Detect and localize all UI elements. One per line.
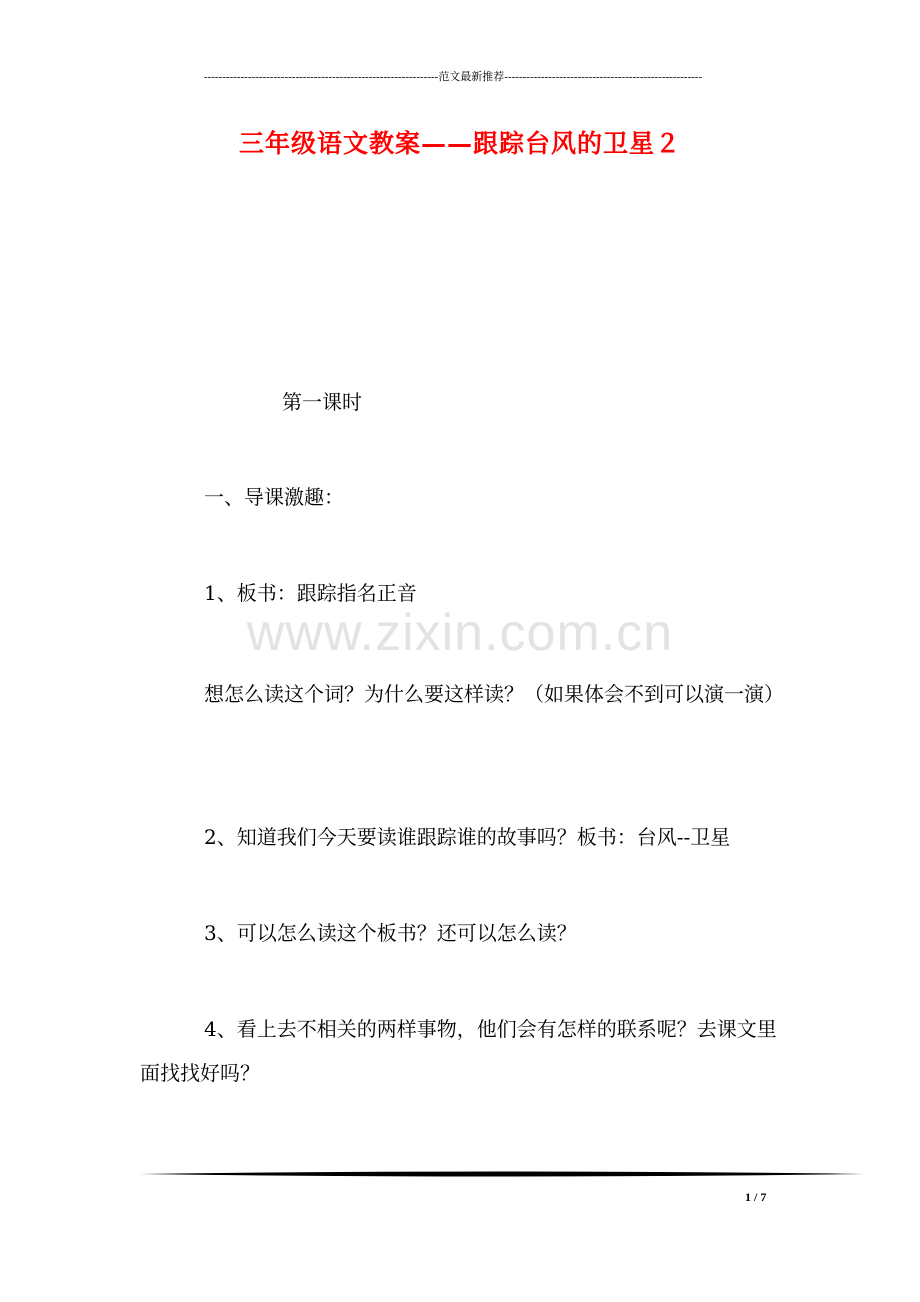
paragraph-4: 4、看上去不相关的两样事物，他们会有怎样的联系呢？去课文里面找找好吗？	[140, 1017, 777, 1085]
page-number: 1 / 7	[745, 1190, 767, 1204]
paragraph-intro: 一、导课激趣：	[204, 485, 344, 509]
paragraph-1: 1、板书：跟踪指名正音	[204, 581, 417, 605]
footer-rule	[140, 1169, 864, 1179]
document-title: 三年级语文教案——跟踪台风的卫星２	[238, 129, 681, 158]
lesson-label: 第一课时	[282, 390, 362, 414]
paragraph-3: 3、可以怎么读这个板书？还可以怎么读？	[204, 921, 577, 945]
watermark: www.zixin.com.cn	[246, 604, 674, 662]
paragraph-2: 2、知道我们今天要读谁跟踪谁的故事吗？板书：台风--卫星	[204, 825, 731, 849]
header-banner: ----------------------------------------------------------------范文最新推荐------------------------------------------------------	[203, 71, 703, 83]
paragraph-question: 想怎么读这个词？为什么要这样读？（如果体会不到可以演一演）	[204, 682, 784, 706]
